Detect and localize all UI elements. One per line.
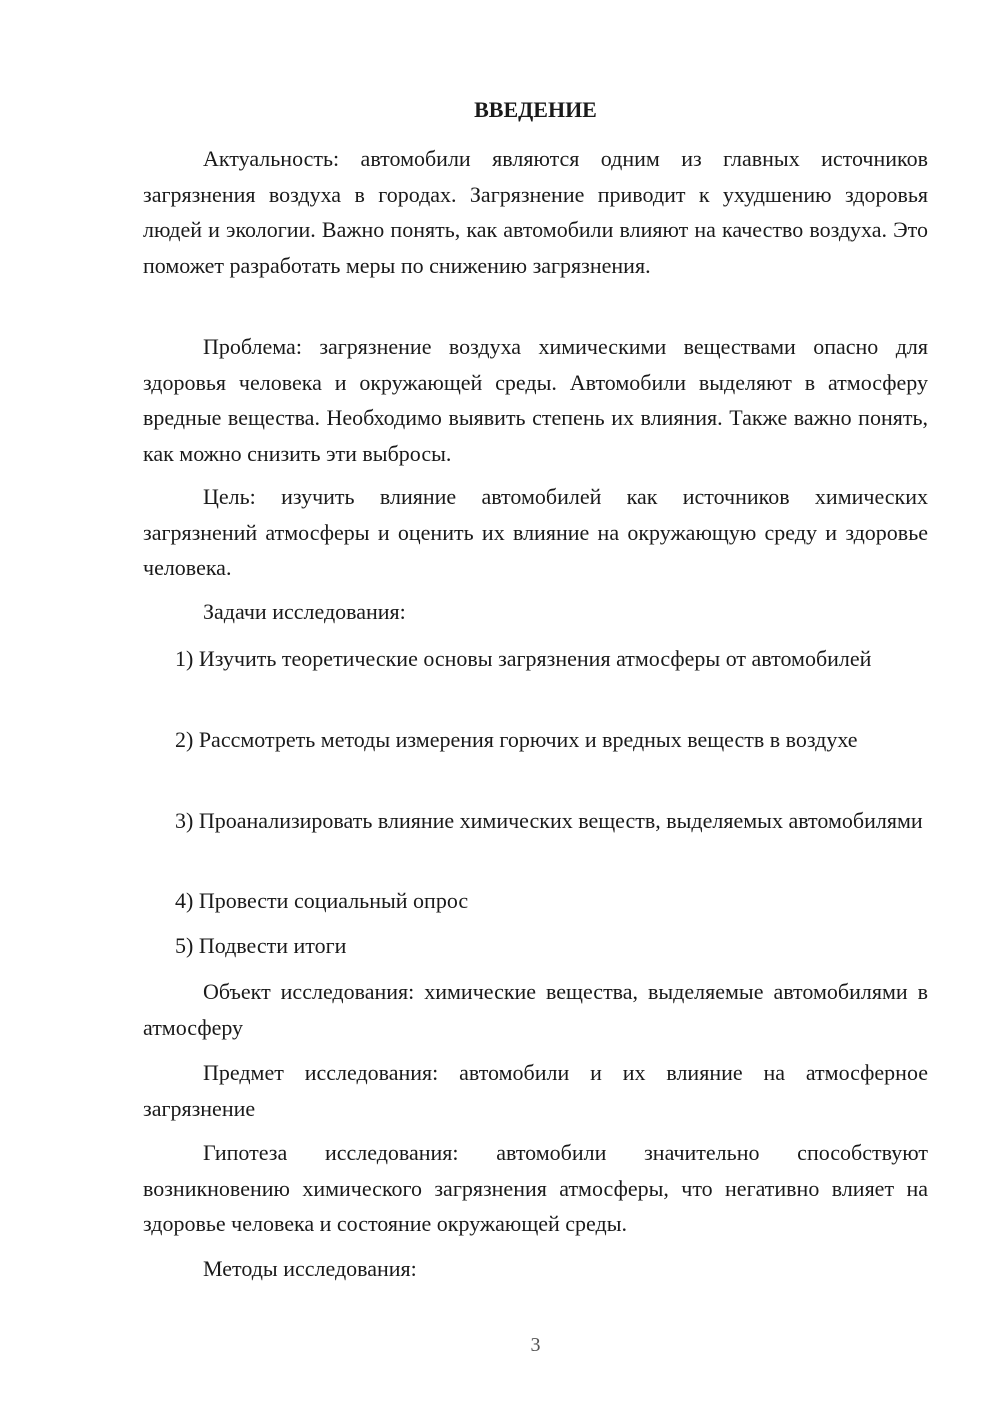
paragraph-hypothesis: Гипотеза исследования: автомобили значительно способствуют возникновению химического загрязнения атмосферы, что негативно влияет на здоровье человека и состояние окружающей среды. bbox=[143, 1140, 928, 1236]
paragraph-object: Объект исследования: химические вещества, выделяемые автомобилями в атмосферу bbox=[143, 979, 928, 1040]
task-item-3: 3) Проанализировать влияние химических веществ, выделяемых автомобилями bbox=[175, 808, 923, 833]
task-item-2: 2) Рассмотреть методы измерения горючих и вредных веществ в воздухе bbox=[175, 727, 858, 752]
page-title: ВВЕДЕНИЕ bbox=[474, 97, 597, 122]
task-item-4: 4) Провести социальный опрос bbox=[175, 888, 469, 913]
paragraph-methods: Методы исследования: bbox=[203, 1256, 417, 1281]
paragraph-problem: Проблема: загрязнение воздуха химическими веществами опасно для здоровья человека и окружающей среды. Автомобили выделяют в атмосферу вредные вещества. Необходимо выявить степень их влияния. Также важно понять, как можно снизить эти выбросы. bbox=[143, 334, 928, 466]
paragraph-subject: Предмет исследования: автомобили и их влияние на атмосферное загрязнение bbox=[143, 1060, 928, 1121]
page-number: 3 bbox=[530, 1334, 541, 1356]
task-item-1: 1) Изучить теоретические основы загрязнения атмосферы от автомобилей bbox=[175, 646, 872, 671]
document-page bbox=[143, 0, 928, 1414]
paragraph-tasks-heading: Задачи исследования: bbox=[203, 599, 406, 624]
paragraph-relevance: Актуальность: автомобили являются одним из главных источников загрязнения воздуха в городах. Загрязнение приводит к ухудшению здоровья людей и экологии. Важно понять, как автомобили влияют на качество воздуха. Это поможет разработать меры по снижению загрязнения. bbox=[143, 146, 928, 278]
task-item-5: 5) Подвести итоги bbox=[175, 933, 347, 958]
paragraph-goal: Цель: изучить влияние автомобилей как источников химических загрязнений атмосферы и оценить их влияние на окружающую среду и здоровье человека. bbox=[143, 484, 928, 580]
